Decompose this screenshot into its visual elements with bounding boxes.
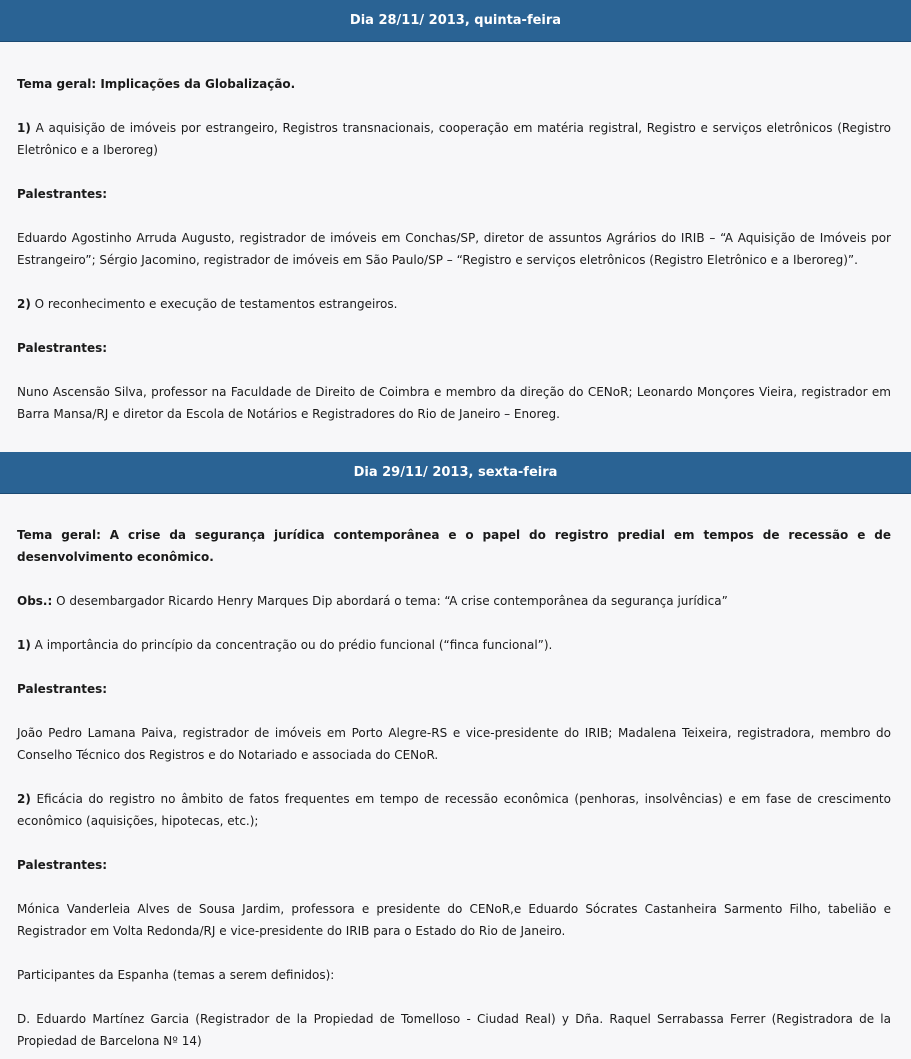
obs-text: O desembargador Ricardo Henry Marques Dip abordará o tema: “A crise contemporânea da segurança jurídica” [56,594,728,608]
obs-label: Obs.: [17,594,53,608]
speakers-label: Palestrantes: [17,187,108,201]
speakers-text: Mónica Vanderleia Alves de Sousa Jardim, professora e presidente do CENoR,e Eduardo Sócrates Castanheira Sarmento Filho, tabelião e Registrador em Volta Redonda/RJ e vice-presidente do IRIB para o Estado do Rio de Janeiro. [17,902,891,938]
spain-participants-intro: Participantes da Espanha (temas a serem definidos): [17,968,335,982]
topic-number: 1) [17,121,31,135]
general-theme-2: Tema geral: A crise da segurança jurídica contemporânea e o papel do registro predial em tempos de recessão e de desenvolvimento econômico. [17,528,891,564]
observation [17,590,891,612]
topic-2 [17,788,891,832]
topic-text: Eficácia do registro no âmbito de fatos frequentes em tempo de recessão econômica (penhoras, insolvências) e em fase de crescimento econômico (aquisições, hipotecas, etc.); [17,792,891,828]
day-header-1: Dia 28/11/ 2013, quinta-feira [0,0,911,42]
topic-1 [17,634,891,656]
topic-text: A importância do princípio da concentração ou do prédio funcional (“finca funcional”). [34,638,553,652]
speakers-text: João Pedro Lamana Paiva, registrador de imóveis em Porto Alegre-RS e vice-presidente do IRIB; Madalena Teixeira, registradora, membro do Conselho Técnico dos Registros e do Notariado e associada do CENoR. [17,726,891,762]
speakers-text: Eduardo Agostinho Arruda Augusto, registrador de imóveis em Conchas/SP, diretor de assuntos Agrários do IRIB – “A Aquisição de Imóveis por Estrangeiro”; Sérgio Jacomino, registrador de imóveis em São Paulo/SP – “Registro e serviços eletrônicos (Registro Eletrônico e a Iberoreg)”. [17,231,891,267]
speakers-label: Palestrantes: [17,682,108,696]
topic-number: 1) [17,638,31,652]
topic-text: O reconhecimento e execução de testamentos estrangeiros. [34,297,398,311]
speakers-label: Palestrantes: [17,858,108,872]
day-header-2: Dia 29/11/ 2013, sexta-feira [0,452,911,494]
general-theme-1: Tema geral: Implicações da Globalização. [17,77,296,91]
day-2-section [0,494,911,1052]
topic-2 [17,293,891,315]
spain-participants-text: D. Eduardo Martínez Garcia (Registrador de la Propiedad de Tomelloso - Ciudad Real) y Dña. Raquel Serrabassa Ferrer (Registradora de la Propiedad de Barcelona Nº 14) [17,1012,891,1048]
topic-1 [17,117,891,161]
topic-text: A aquisição de imóveis por estrangeiro, Registros transnacionais, cooperação em matéria registral, Registro e serviços eletrônicos (Registro Eletrônico e a Iberoreg) [17,121,891,157]
topic-number: 2) [17,297,31,311]
day-1-section [0,42,911,425]
topic-number: 2) [17,792,31,806]
speakers-label: Palestrantes: [17,341,108,355]
speakers-text: Nuno Ascensão Silva, professor na Faculdade de Direito de Coimbra e membro da direção do CENoR; Leonardo Monçores Vieira, registrador em Barra Mansa/RJ e diretor da Escola de Notários e Registradores do Rio de Janeiro – Enoreg. [17,385,891,421]
